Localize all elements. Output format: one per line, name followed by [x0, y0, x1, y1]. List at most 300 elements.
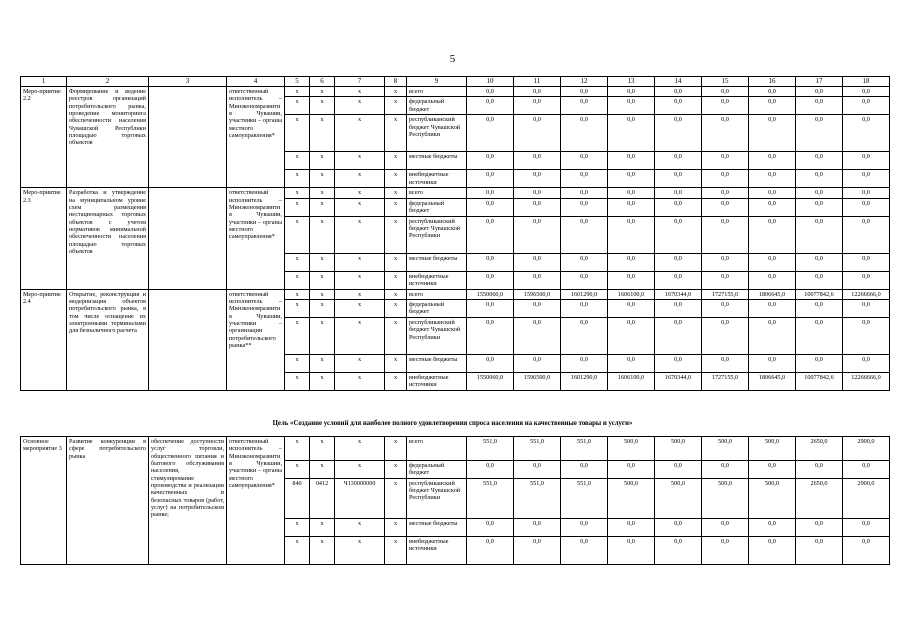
cell-value: 2900,0 [843, 437, 890, 461]
cell-value: 0,0 [702, 87, 749, 97]
cell-value: 1596500,0 [514, 372, 561, 390]
cell-value: 0,0 [514, 97, 561, 115]
column-number: 13 [608, 77, 655, 87]
table-row [21, 289, 890, 299]
cell-value: 1727155,0 [702, 372, 749, 390]
cell-value: 0,0 [561, 170, 608, 188]
cell-value: 1550060,0 [467, 372, 514, 390]
cell-code-c7: x [335, 253, 385, 271]
cell-value: 0,0 [843, 354, 890, 372]
cell-value: 12266666,0 [843, 372, 890, 390]
cell-value: 0,0 [561, 253, 608, 271]
cell-code-c6: x [310, 518, 335, 536]
cell-value: 1550060,0 [467, 289, 514, 299]
cell-value: 0,0 [702, 216, 749, 253]
cell-value: 0,0 [561, 299, 608, 317]
cell-code-c8: x [385, 198, 407, 216]
cell-value: 1806645,0 [749, 372, 796, 390]
cell-value: 500,0 [702, 478, 749, 518]
cell-code-c7: x [335, 536, 385, 564]
cell-code-c8: x [385, 372, 407, 390]
cell-source: федеральный бюджет [407, 461, 467, 479]
cell-source: внебюджетные источники [407, 271, 467, 289]
column-number: 9 [407, 77, 467, 87]
header-row [21, 77, 890, 87]
cell-code-c8: x [385, 437, 407, 461]
cell-code-c8: x [385, 216, 407, 253]
cell-value: 0,0 [467, 317, 514, 354]
cell-code-c5: x [285, 97, 310, 115]
cell-value: 0,0 [796, 97, 843, 115]
table-row [21, 87, 890, 97]
cell-value: 0,0 [655, 87, 702, 97]
cell-executor: ответственный исполнитель – Минэкономразвития Чувашии, участники – органы местного самоуправления* [227, 188, 285, 289]
cell-value: 0,0 [843, 271, 890, 289]
cell-value: 0,0 [467, 115, 514, 152]
cell-source: внебюджетные источники [407, 170, 467, 188]
cell-value: 0,0 [608, 170, 655, 188]
cell-code-c5: x [285, 536, 310, 564]
cell-source: местные бюджеты [407, 152, 467, 170]
cell-code-c7: x [335, 216, 385, 253]
cell-code-c8: x [385, 170, 407, 188]
cell-value: 0,0 [514, 198, 561, 216]
cell-code-c7: x [335, 87, 385, 97]
cell-value: 0,0 [608, 354, 655, 372]
cell-value: 0,0 [655, 354, 702, 372]
table-row [21, 437, 890, 461]
cell-value: 0,0 [467, 253, 514, 271]
cell-value: 0,0 [843, 170, 890, 188]
cell-value: 0,0 [561, 115, 608, 152]
cell-value: 0,0 [749, 253, 796, 271]
goal-heading: Цель «Создание условий для наиболее полного удовлетворения спроса населения на качественные товары и услуги» [272, 420, 633, 427]
cell-code-c5: x [285, 372, 310, 390]
column-number: 16 [749, 77, 796, 87]
cell-value: 0,0 [655, 115, 702, 152]
cell-code-c8: x [385, 478, 407, 518]
cell-source: внебюджетные источники [407, 372, 467, 390]
cell-value: 0,0 [655, 198, 702, 216]
cell-value: 1670344,0 [655, 289, 702, 299]
cell-code-c7: x [335, 198, 385, 216]
cell-code-c5: x [285, 115, 310, 152]
cell-code-c7: x [335, 271, 385, 289]
cell-value: 0,0 [561, 152, 608, 170]
cell-value: 0,0 [514, 216, 561, 253]
cell-value: 0,0 [843, 216, 890, 253]
cell-value: 0,0 [514, 271, 561, 289]
cell-value: 0,0 [843, 536, 890, 564]
cell-value: 500,0 [608, 478, 655, 518]
cell-value: 0,0 [655, 271, 702, 289]
cell-value: 0,0 [561, 317, 608, 354]
cell-code-c5: x [285, 518, 310, 536]
cell-code-c6: x [310, 437, 335, 461]
cell-value: 0,0 [514, 253, 561, 271]
cell-code-c8: x [385, 289, 407, 299]
cell-value: 0,0 [655, 536, 702, 564]
cell-value: 0,0 [561, 354, 608, 372]
cell-code-c7: x [335, 170, 385, 188]
cell-value: 0,0 [561, 461, 608, 479]
cell-value: 12266666,0 [843, 289, 890, 299]
cell-value: 0,0 [749, 518, 796, 536]
budget-table-goal [20, 436, 890, 565]
cell-value: 0,0 [796, 188, 843, 198]
cell-value: 0,0 [467, 97, 514, 115]
cell-value: 0,0 [749, 87, 796, 97]
column-number: 15 [702, 77, 749, 87]
cell-value: 0,0 [655, 518, 702, 536]
cell-value: 0,0 [608, 299, 655, 317]
cell-value: 0,0 [608, 188, 655, 198]
cell-source: местные бюджеты [407, 354, 467, 372]
cell-value: 0,0 [608, 152, 655, 170]
cell-value: 0,0 [796, 170, 843, 188]
cell-code-c7: x [335, 437, 385, 461]
cell-value: 0,0 [467, 152, 514, 170]
cell-code-c8: x [385, 271, 407, 289]
cell-code-c8: x [385, 461, 407, 479]
cell-value: 0,0 [749, 170, 796, 188]
cell-executor: ответственный исполнитель – Минэкономразвития Чувашии, участники – органы местного самоуправления* [227, 437, 285, 565]
cell-code-c5: x [285, 461, 310, 479]
cell-code-c5: x [285, 152, 310, 170]
cell-value: 0,0 [796, 518, 843, 536]
cell-executor: ответственный исполнитель – Минэкономразвития Чувашии, участники – организации потребительского рынка** [227, 289, 285, 390]
cell-value: 0,0 [749, 97, 796, 115]
cell-value: 551,0 [467, 437, 514, 461]
cell-col3 [149, 289, 227, 390]
cell-code-c6: x [310, 317, 335, 354]
column-number: 11 [514, 77, 561, 87]
cell-code-c6: x [310, 216, 335, 253]
cell-value: 551,0 [514, 437, 561, 461]
cell-value: 0,0 [796, 299, 843, 317]
cell-value: 1601290,0 [561, 289, 608, 299]
cell-code-c6: x [310, 271, 335, 289]
cell-source: всего [407, 289, 467, 299]
cell-source: всего [407, 87, 467, 97]
cell-code-c8: x [385, 115, 407, 152]
cell-code-c6: x [310, 299, 335, 317]
cell-code-c7: x [335, 97, 385, 115]
cell-value: 0,0 [796, 198, 843, 216]
cell-value: 0,0 [608, 536, 655, 564]
cell-code-c6: x [310, 372, 335, 390]
cell-value: 0,0 [655, 216, 702, 253]
cell-code: Меро-приятие 2.4 [21, 289, 67, 390]
cell-value: 1727155,0 [702, 289, 749, 299]
cell-code-c5: x [285, 253, 310, 271]
cell-code-c8: x [385, 518, 407, 536]
cell-name: Развитие конкуренции в сфере потребительского рынка [67, 437, 149, 565]
cell-value: 10077842,6 [796, 289, 843, 299]
cell-code-c7: x [335, 152, 385, 170]
cell-executor: ответственный исполнитель – Минэкономразвития Чувашии, участники – органы местного самоуправления* [227, 87, 285, 188]
cell-value: 0,0 [843, 87, 890, 97]
cell-code-c8: x [385, 87, 407, 97]
cell-source: республиканский бюджет Чувашской Республики [407, 317, 467, 354]
cell-value: 1670344,0 [655, 372, 702, 390]
cell-value: 1606100,0 [608, 372, 655, 390]
cell-code-c7: x [335, 299, 385, 317]
cell-value: 0,0 [561, 87, 608, 97]
cell-value: 0,0 [702, 115, 749, 152]
cell-value: 0,0 [561, 198, 608, 216]
cell-name: Разработка и утверждение на муниципальном уровне схем размещения нестационарных торговых объектов с учетом нормативов минимальной обеспеченности населения площадью торговых объектов [67, 188, 149, 289]
column-number: 10 [467, 77, 514, 87]
cell-value: 0,0 [514, 170, 561, 188]
column-number: 4 [227, 77, 285, 87]
cell-value: 0,0 [514, 461, 561, 479]
cell-code-c8: x [385, 253, 407, 271]
cell-value: 0,0 [655, 299, 702, 317]
cell-value: 0,0 [608, 253, 655, 271]
cell-code-c5: x [285, 87, 310, 97]
cell-value: 2650,0 [796, 478, 843, 518]
cell-value: 0,0 [843, 97, 890, 115]
cell-value: 551,0 [514, 478, 561, 518]
cell-value: 0,0 [467, 271, 514, 289]
page-number: 5 [449, 53, 456, 65]
cell-code-c7: x [335, 289, 385, 299]
cell-value: 0,0 [467, 170, 514, 188]
cell-value: 0,0 [514, 152, 561, 170]
cell-code-c5: x [285, 354, 310, 372]
cell-col3: обеспечение доступности услуг торговли, общественного питания и бытового обслуживания населения, стимулирование производства и реализации качественных и безопасных товаров (работ, услуг) на потребительском рынке; [149, 437, 227, 565]
cell-source: внебюджетные источники [407, 536, 467, 564]
cell-value: 0,0 [796, 271, 843, 289]
cell-value: 0,0 [561, 216, 608, 253]
cell-code: Меро-приятие 2.3 [21, 188, 67, 289]
cell-value: 0,0 [702, 188, 749, 198]
cell-col3 [149, 188, 227, 289]
cell-code-c6: x [310, 188, 335, 198]
cell-code-c5: x [285, 188, 310, 198]
cell-value: 0,0 [749, 198, 796, 216]
cell-value: 0,0 [749, 216, 796, 253]
cell-code-c8: x [385, 354, 407, 372]
cell-value: 0,0 [608, 518, 655, 536]
cell-value: 0,0 [655, 461, 702, 479]
cell-code-c5: x [285, 289, 310, 299]
cell-value: 0,0 [843, 152, 890, 170]
cell-code-c6: x [310, 253, 335, 271]
cell-value: 0,0 [514, 188, 561, 198]
cell-source: федеральный бюджет [407, 299, 467, 317]
cell-value: 1596500,0 [514, 289, 561, 299]
cell-value: 0,0 [702, 253, 749, 271]
cell-code: Основное мероприятие 3 [21, 437, 67, 565]
cell-value: 0,0 [655, 317, 702, 354]
cell-value: 0,0 [796, 152, 843, 170]
cell-value: 500,0 [655, 478, 702, 518]
cell-value: 500,0 [749, 478, 796, 518]
cell-source: федеральный бюджет [407, 97, 467, 115]
cell-code-c8: x [385, 97, 407, 115]
column-number: 2 [67, 77, 149, 87]
cell-code-c6: x [310, 152, 335, 170]
cell-code-c7: x [335, 372, 385, 390]
cell-value: 0,0 [467, 536, 514, 564]
cell-code-c8: x [385, 188, 407, 198]
cell-value: 0,0 [843, 317, 890, 354]
cell-value: 0,0 [843, 299, 890, 317]
cell-value: 0,0 [514, 87, 561, 97]
cell-value: 0,0 [702, 299, 749, 317]
cell-value: 0,0 [467, 198, 514, 216]
cell-code-c7: x [335, 354, 385, 372]
cell-value: 0,0 [655, 188, 702, 198]
cell-name: Формирование и ведение реестров организаций потребительского рынка, проведение мониторинга обеспеченности населения Чувашской Республики площадью торговых объектов [67, 87, 149, 188]
cell-value: 0,0 [843, 461, 890, 479]
budget-table [20, 76, 890, 391]
cell-value: 0,0 [467, 461, 514, 479]
cell-value: 0,0 [608, 317, 655, 354]
cell-code-c5: x [285, 299, 310, 317]
cell-source: местные бюджеты [407, 518, 467, 536]
cell-value: 0,0 [749, 536, 796, 564]
cell-value: 0,0 [467, 188, 514, 198]
cell-value: 500,0 [608, 437, 655, 461]
column-number: 6 [310, 77, 335, 87]
cell-value: 0,0 [702, 536, 749, 564]
cell-source: республиканский бюджет Чувашской Республики [407, 478, 467, 518]
cell-value: 0,0 [702, 170, 749, 188]
cell-code-c5: x [285, 317, 310, 354]
cell-value: 0,0 [514, 518, 561, 536]
column-number: 14 [655, 77, 702, 87]
cell-value: 500,0 [655, 437, 702, 461]
cell-col3 [149, 87, 227, 188]
column-number: 8 [385, 77, 407, 87]
column-number: 12 [561, 77, 608, 87]
cell-value: 500,0 [749, 437, 796, 461]
cell-value: 0,0 [655, 97, 702, 115]
cell-code-c5: x [285, 198, 310, 216]
cell-code: Меро-приятие 2.2 [21, 87, 67, 188]
cell-value: 0,0 [467, 299, 514, 317]
column-number: 17 [796, 77, 843, 87]
column-number: 5 [285, 77, 310, 87]
cell-value: 0,0 [796, 87, 843, 97]
cell-code-c6: x [310, 115, 335, 152]
cell-source: республиканский бюджет Чувашской Республики [407, 115, 467, 152]
cell-value: 0,0 [514, 354, 561, 372]
cell-value: 0,0 [843, 115, 890, 152]
cell-value: 0,0 [514, 299, 561, 317]
cell-value: 0,0 [608, 115, 655, 152]
cell-code-c6: x [310, 289, 335, 299]
cell-code-c7: x [335, 188, 385, 198]
cell-value: 0,0 [843, 253, 890, 271]
cell-source: всего [407, 188, 467, 198]
cell-code-c5: x [285, 170, 310, 188]
cell-value: 0,0 [702, 518, 749, 536]
cell-code-c6: x [310, 198, 335, 216]
cell-value: 0,0 [796, 253, 843, 271]
cell-value: 1606100,0 [608, 289, 655, 299]
column-number: 18 [843, 77, 890, 87]
cell-code-c8: x [385, 536, 407, 564]
table-row [21, 188, 890, 198]
cell-value: 0,0 [796, 536, 843, 564]
cell-source: федеральный бюджет [407, 198, 467, 216]
cell-code-c5: 840 [285, 478, 310, 518]
cell-value: 2900,0 [843, 478, 890, 518]
cell-value: 0,0 [702, 317, 749, 354]
cell-value: 0,0 [561, 188, 608, 198]
cell-value: 0,0 [608, 216, 655, 253]
column-number: 3 [149, 77, 227, 87]
cell-code-c7: Ч130000000 [335, 478, 385, 518]
cell-value: 0,0 [749, 317, 796, 354]
cell-code-c7: x [335, 518, 385, 536]
cell-value: 0,0 [749, 354, 796, 372]
cell-value: 0,0 [702, 271, 749, 289]
cell-code-c8: x [385, 152, 407, 170]
cell-value: 0,0 [561, 536, 608, 564]
cell-value: 0,0 [467, 518, 514, 536]
cell-value: 0,0 [608, 198, 655, 216]
column-number: 7 [335, 77, 385, 87]
cell-value: 0,0 [608, 271, 655, 289]
cell-code-c6: x [310, 354, 335, 372]
cell-value: 0,0 [655, 152, 702, 170]
cell-value: 10077842,6 [796, 372, 843, 390]
cell-code-c7: x [335, 317, 385, 354]
cell-source: местные бюджеты [407, 253, 467, 271]
cell-source: республиканский бюджет Чувашской Республики [407, 216, 467, 253]
cell-value: 2650,0 [796, 437, 843, 461]
cell-source: всего [407, 437, 467, 461]
cell-code-c5: x [285, 271, 310, 289]
cell-value: 0,0 [702, 198, 749, 216]
cell-value: 551,0 [561, 437, 608, 461]
cell-value: 0,0 [608, 461, 655, 479]
cell-value: 0,0 [749, 461, 796, 479]
cell-code-c6: 0412 [310, 478, 335, 518]
cell-value: 500,0 [702, 437, 749, 461]
cell-value: 0,0 [608, 87, 655, 97]
cell-value: 0,0 [749, 271, 796, 289]
cell-value: 0,0 [796, 461, 843, 479]
cell-value: 0,0 [467, 87, 514, 97]
cell-value: 0,0 [655, 170, 702, 188]
cell-value: 0,0 [467, 216, 514, 253]
cell-code-c8: x [385, 299, 407, 317]
cell-value: 0,0 [467, 354, 514, 372]
cell-value: 551,0 [467, 478, 514, 518]
cell-value: 0,0 [702, 354, 749, 372]
cell-code-c7: x [335, 461, 385, 479]
cell-code-c6: x [310, 97, 335, 115]
cell-code-c5: x [285, 437, 310, 461]
cell-value: 0,0 [843, 188, 890, 198]
cell-value: 1601290,0 [561, 372, 608, 390]
cell-value: 0,0 [843, 518, 890, 536]
cell-value: 551,0 [561, 478, 608, 518]
cell-value: 0,0 [749, 152, 796, 170]
column-number: 1 [21, 77, 67, 87]
cell-value: 0,0 [796, 216, 843, 253]
cell-name: Открытие, реконструкция и модернизация объектов потребительского рынка, в том числе оснащение их электронными терминалами для безналичного расчета [67, 289, 149, 390]
cell-code-c6: x [310, 536, 335, 564]
cell-value: 0,0 [702, 152, 749, 170]
cell-value: 0,0 [655, 253, 702, 271]
